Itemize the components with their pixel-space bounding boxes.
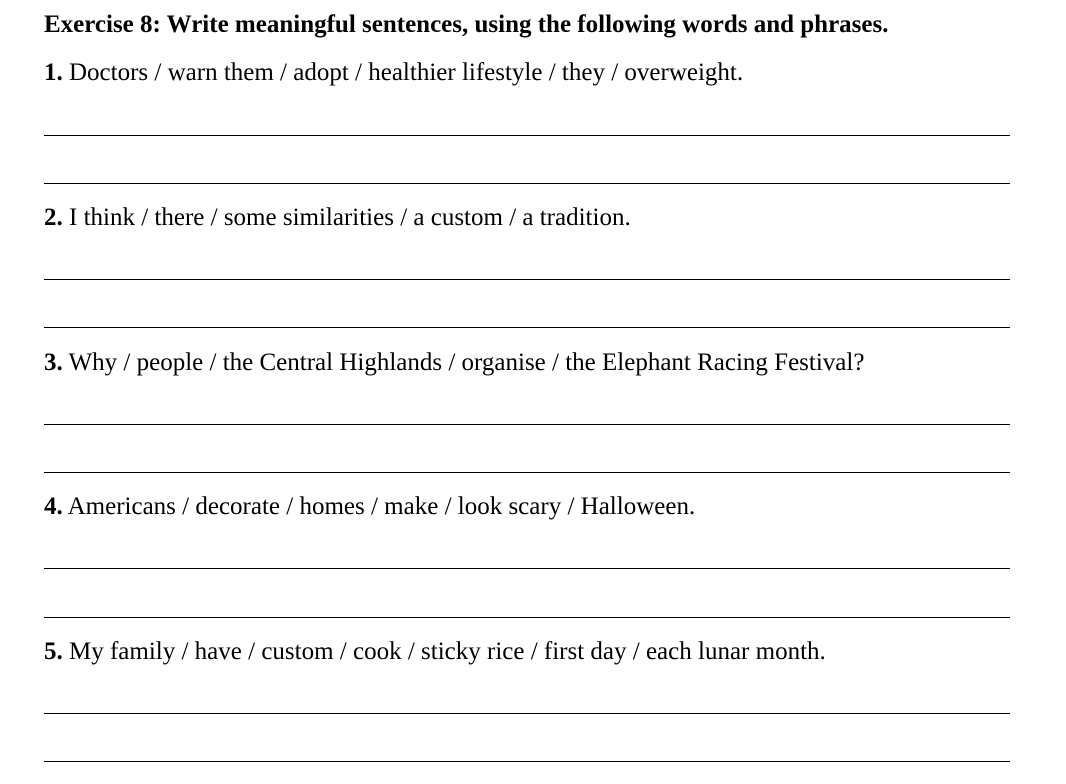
item-number: 5.: [44, 638, 63, 665]
exercise-title: Exercise 8: Write meaningful sentences, using the following words and phrases.: [44, 11, 889, 38]
item-prompt: Why / people / the Central Highlands / organise / the Elephant Racing Festival?: [68, 349, 865, 376]
exercise-item-5: [44, 637, 826, 667]
item-prompt: Doctors / warn them / adopt / healthier lifestyle / they / overweight.: [69, 59, 744, 86]
exercise-item-3: [44, 348, 864, 378]
answer-line-5b[interactable]: [44, 761, 1010, 762]
answer-line-3a[interactable]: [44, 424, 1010, 425]
item-prompt: I think / there / some similarities / a custom / a tradition.: [69, 204, 631, 231]
exercise-item-2: [44, 203, 631, 233]
answer-line-3b[interactable]: [44, 472, 1010, 473]
item-number: 3.: [44, 349, 63, 376]
item-number: 4.: [44, 493, 63, 520]
answer-line-2b[interactable]: [44, 327, 1010, 328]
answer-line-1a[interactable]: [44, 135, 1010, 136]
item-prompt: Americans / decorate / homes / make / look scary / Halloween.: [67, 493, 696, 520]
answer-line-4b[interactable]: [44, 617, 1010, 618]
answer-line-1b[interactable]: [44, 183, 1010, 184]
exercise-item-1: [44, 58, 743, 88]
answer-line-2a[interactable]: [44, 279, 1010, 280]
item-number: 2.: [44, 204, 63, 231]
exercise-item-4: [44, 492, 695, 522]
item-number: 1.: [44, 59, 63, 86]
answer-line-5a[interactable]: [44, 713, 1010, 714]
item-prompt: My family / have / custom / cook / sticky rice / first day / each lunar month.: [69, 638, 826, 665]
answer-line-4a[interactable]: [44, 568, 1010, 569]
